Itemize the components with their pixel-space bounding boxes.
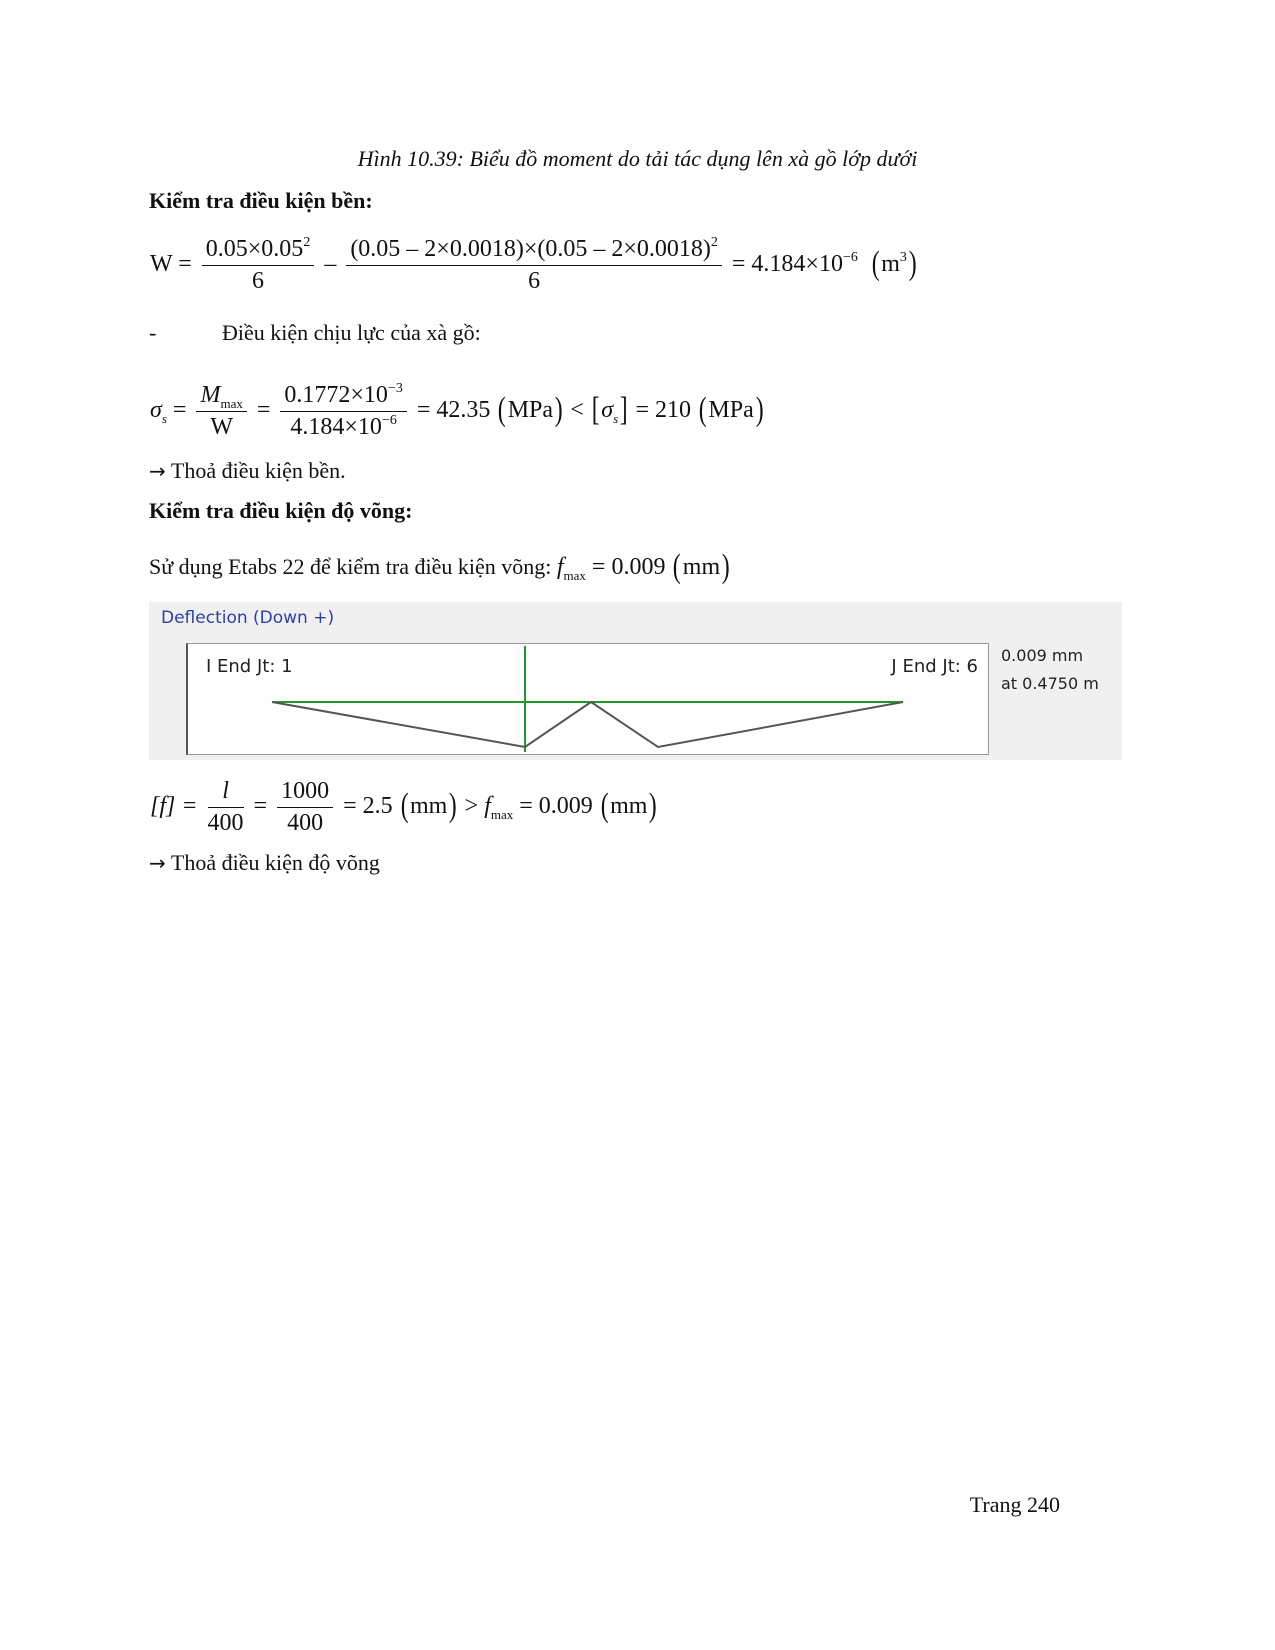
limit-f-sub: max: [490, 807, 514, 823]
sigma-unit2: MPa: [708, 397, 754, 424]
moment-symbol: M: [200, 382, 221, 408]
w-frac1-num: 0.05×0.05: [205, 236, 304, 262]
arrow-right-icon: →: [149, 851, 166, 875]
stress-formula: $\sigma_s$ = $\frac{M_{max}}{W}$ = $\frac{0.1772\times 10^{-3}}{4.184\times 10^{-6}}$ = 42.35 $(MPa) < [\sigma_s] = 210$ (MPa): [150, 381, 764, 440]
limit-f-value: = 0.009: [519, 793, 593, 820]
limit-frac1-num: l: [208, 778, 244, 808]
sigma-unit1: MPa: [507, 397, 554, 424]
limit-frac1-den: 400: [207, 810, 244, 836]
w-frac1-den: 6: [252, 268, 265, 294]
sigma-lt: <: [570, 397, 584, 424]
strength-check-heading: Kiểm tra điều kiện bền:: [149, 188, 373, 213]
strength-conclusion-text: Thoả điều kiện bền.: [170, 458, 346, 483]
limit-frac2-den: 400: [287, 810, 324, 836]
limit-fraction-1: [208, 778, 244, 837]
allow-sigma-value: = 210: [635, 397, 692, 424]
bullet-text: Điều kiện chịu lực của xà gồ:: [222, 320, 481, 345]
fmax-unit: mm: [682, 554, 721, 580]
limit-f-symbol: f: [484, 793, 491, 820]
figure-caption: Hình 10.39: Biểu đồ moment do tải tác dụng lên xà gồ lớp dưới: [357, 146, 918, 171]
etabs-text: Sử dụng Etabs 22 để kiểm tra điều kiện võng:: [149, 554, 552, 579]
limit-frac2-num: 1000: [277, 778, 333, 808]
sigma-frac2-num: 0.1772×10: [284, 382, 388, 408]
limit-result: = 2.5: [343, 793, 393, 820]
sigma-eq2: =: [256, 397, 271, 424]
fmax-value: = 0.009: [591, 554, 666, 580]
deflection-panel: [149, 602, 1122, 760]
deflection-curve: [272, 702, 903, 747]
w-lhs: W =: [150, 251, 192, 278]
deflection-panel-title: Deflection (Down +): [161, 608, 335, 628]
fmax-sub: max: [563, 568, 586, 583]
w-unit: m: [881, 251, 900, 278]
deflection-diagram: [188, 644, 988, 754]
allow-sigma-sub: s: [613, 411, 619, 427]
limit-lhs: [f] =: [150, 793, 198, 820]
sigma-symbol: σ: [150, 397, 162, 424]
sigma-frac1-den: W: [210, 414, 233, 440]
arrow-right-icon: →: [149, 459, 166, 483]
allow-sigma-symbol: σ: [601, 397, 614, 424]
limit-gt: >: [464, 793, 479, 820]
page-number: Trang 240: [969, 1492, 1060, 1517]
sigma-frac2-den-exp: −6: [381, 413, 397, 428]
w-result: = 4.184×10: [731, 251, 843, 278]
deflection-check-heading: Kiểm tra điều kiện độ võng:: [149, 498, 413, 523]
sigma-fraction-1: [196, 382, 246, 441]
i-end-label: I End Jt: 1: [206, 656, 293, 677]
sigma-result: = 42.35: [416, 397, 491, 424]
w-fraction-2: [346, 236, 722, 295]
w-result-exp: −6: [842, 250, 858, 266]
limit-unit2: mm: [610, 793, 648, 820]
deflection-limit-formula: [f] = $\frac{l}{400}$ = $\frac{1000}{400}$ = 2.5 $(mm) > f_{max} = 0.009$ (mm): [150, 778, 658, 836]
etabs-line: Sử dụng Etabs 22 để kiểm tra điều kiện võng: $f_{max} = 0.009$ (mm): [149, 548, 730, 585]
sigma-frac2-num-exp: −3: [387, 381, 403, 396]
readout-location: at 0.4750 m: [1001, 674, 1099, 693]
w-fraction-1: [202, 236, 315, 295]
w-minus: –: [324, 251, 337, 278]
bullet-dash: -: [149, 320, 157, 345]
moment-sub: max: [220, 396, 243, 411]
deflection-readout: [1001, 642, 1099, 698]
deflection-plot: [186, 643, 989, 755]
w-frac2-den: 6: [528, 268, 541, 294]
w-frac1-num-exp: 2: [303, 235, 311, 250]
w-frac2-num-exp: 2: [710, 235, 718, 250]
limit-fraction-2: [277, 778, 333, 837]
strength-conclusion: [149, 458, 346, 484]
limit-eq1: =: [253, 793, 268, 820]
j-end-label: J End Jt: 6: [891, 656, 978, 677]
sigma-frac2-den: 4.184×10: [290, 414, 382, 440]
sigma-fraction-2: [280, 382, 406, 441]
w-unit-exp: 3: [899, 250, 907, 266]
fmax-symbol: f: [556, 554, 564, 580]
deflection-conclusion: [149, 850, 380, 876]
sigma-sub: s: [161, 411, 167, 427]
readout-value: 0.009 mm: [1001, 646, 1084, 665]
section-modulus-formula: W = $\frac{0.05\times 0.05^2}{6}$ – $\frac{(0.05 - 2\times 0.0018)\times(0.05 - 2\times 0.0018)^2}{6}$ = $4.184\times 10^{-6}$ $(m^3)$: [150, 235, 917, 294]
deflection-conclusion-text: Thoả điều kiện độ võng: [170, 850, 380, 875]
sigma-eq1: =: [172, 397, 187, 424]
w-frac2-num: (0.05 – 2×0.0018)×(0.05 – 2×0.0018): [350, 236, 711, 262]
limit-unit1: mm: [409, 793, 448, 820]
